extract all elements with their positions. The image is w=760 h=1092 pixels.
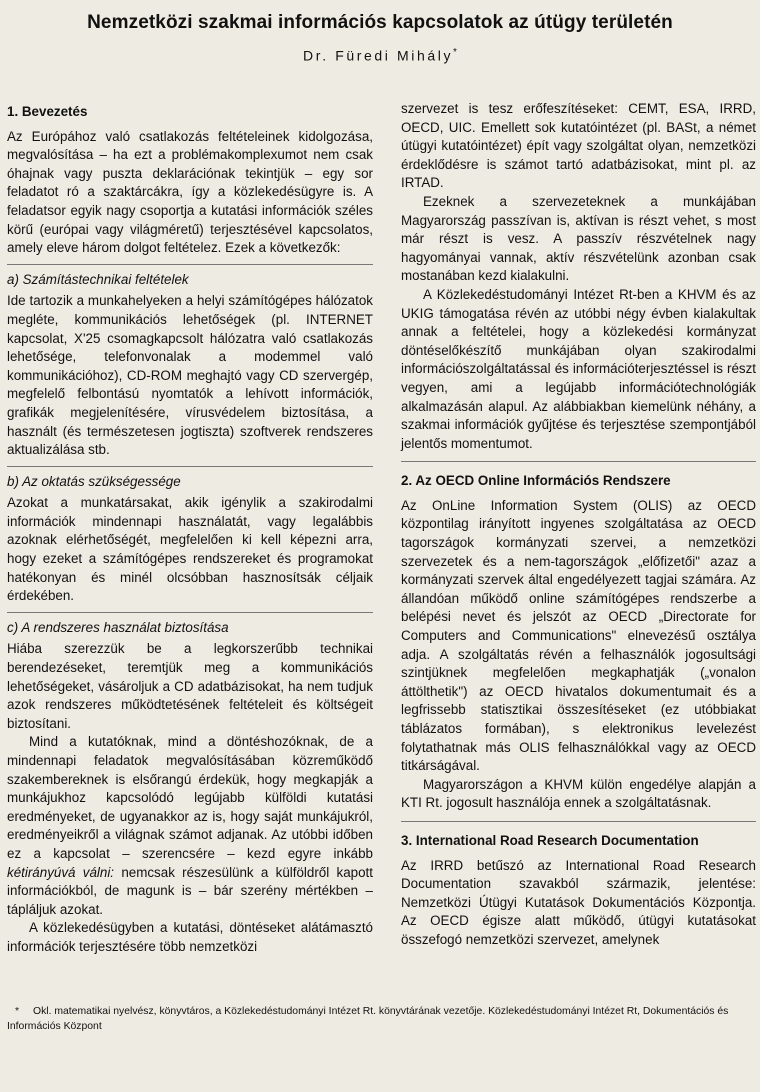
author-line (0, 47, 760, 64)
divider (401, 461, 756, 462)
divider (401, 821, 756, 822)
subsection-b-paragraph: Azokat a munkatársakat, akik igénylik a szakirodalmi információk mindennapi használatát, vagy legalábbis azoknak elérhetőségét, megfelelően ki kell képezni arra, hogy ezeket a számítógépes rendszereket és programokat hatékonyan és minél olcsóbban hasznosítsák céljaik érdekében. (7, 495, 373, 604)
section-2-paragraph-1: Az OnLine Information System (OLIS) az OECD központilag irányított ingyenes szolgáltatása az OECD tagországok kormányzati szervei, a nemzetközi szervezetek és a nem-tagországok „előfizetői" azaz a kormányzati szervek által engedélyezett tagjai számára. Az állandóan működő online számítógépes rendszerbe a belépési nevet és jelszót az OECD „Directorate for Computers and Communications" elnevezésű osztálya adja. A szolgáltatás révén a felhasználók jogosultsági szintjüknek megfelelően megkaphatják („vonalon áttölthetik") az OECD hivatalos dokumentumait és a legfrissebb statisztikai összesítéseket (ez utóbbiakat táblázatos formában), s elektronikus levelezést folytathatnak más OLIS felhasználókkal vagy az OECD titkárságával. (401, 497, 756, 774)
section-1-heading: 1. Bevezetés (7, 104, 88, 119)
subsection-a-paragraph: Ide tartozik a munkahelyeken a helyi számítógépes hálózatok megléte, kommunikációs lehetőségek (pl. INTERNET kapcsolat, X'25 csomagkapcsolt hálózatra való csatlakozás lehetősége, telefonvonalak a modemmel való kommunikációhoz), CD-ROM meghajtó vagy CD szervergép, megfelelő felbontású nyomtatók a lehívott információk, grafikák megjelenítésére, vírusvédelem biztosítása, a használt (és természetesen jogtiszta) szoftverek rendszeres aktualizálása stb. (7, 293, 373, 458)
section-1-paragraph: Az Európához való csatlakozás feltételeinek kidolgozása, megvalósítása – ha ezt a problémakomplexumot nem csak óhajnak vagy puszta deklarációnak tekintjük – egy sor feladatot ró a szaktárcákra, így a közlekedésügyre is. A feladatsor egyik nagy csoportja a kutatási információk széles körű (európai vagy világméretű) terjesztésével kapcsolatos, amely eleve három dolgot feltételez. Ezek a következők: (7, 128, 373, 256)
subsection-c-heading: c) A rendszeres használat biztosítása (7, 619, 229, 635)
right-paragraph-1: szervezet is tesz erőfeszítéseket: CEMT, ESA, IRRD, OECD, UIC. Emellett sok kutatóintézet (pl. BASt, a német útügyi kutatóintézet) épít vagy szolgáltat olyan, nemzetközi érdeklődésre is számot tartó adatbázisokat, mint pl. az IRTAD. (401, 101, 756, 191)
left-column (7, 103, 373, 957)
emphasis-text: kétirányúvá válni: (7, 864, 115, 880)
paper-title: Nemzetközi szakmai információs kapcsolatok az útügy területén (87, 12, 673, 33)
divider (7, 466, 373, 467)
section-3-paragraph-1: Az IRRD betűszó az International Road Research Documentation szavakból származik, jelentése: Nemzetközi Útügyi Kutatások Dokumentációs Központja. Az OECD égisze alatt működő, útügyi kutatásokat összefogó nemzetközi szervezet, amelynek (401, 857, 756, 947)
section-2-paragraph-2: Magyarországon a KHVM külön engedélye alapján a KTI Rt. jogosult használója ennek a szolgáltatásnak. (401, 776, 756, 811)
right-column (401, 100, 756, 950)
divider (7, 264, 373, 265)
paragraph-text: nemcsak részesülünk a külföldről kapott információkból, de magunk is – bár szerény mértékben – tápláljuk azokat. (7, 864, 373, 917)
divider (7, 612, 373, 613)
paragraph-text: Mind a kutatóknak, mind a döntéshozóknak, de a mindennapi feladatok megvalósításában közreműködő szakembereknek is elsőrangú érdekük, hogy megkapják a munkájukhoz kapcsolódó legújabb külföldi kutatási eredményeket, de ugyanakkor az is, hogy saját munkájukról, eredményeikről a világnak számot adjanak. Az utóbbi időben ez a kapcsolat – szerencsére – kezd egyre inkább (7, 734, 373, 861)
footnote-text: Okl. matematikai nyelvész, könyvtáros, a Közlekedéstudományi Intézet Rt. könyvtárának vezetője. Közlekedéstudományi Intézet Rt, Dokumentációs és Információs Központ (7, 1006, 729, 1032)
footnote-mark: * (15, 1006, 20, 1017)
subsection-c-paragraph-3: A közlekedésügyben a kutatási, döntéseket alátámasztó információk terjesztésére több nemzetközi (7, 920, 373, 954)
footnote (7, 1004, 755, 1034)
subsection-c-paragraph-2 (7, 733, 373, 919)
section-2-heading: 2. Az OECD Online Információs Rendszere (401, 473, 671, 489)
right-paragraph-2: Ezeknek a szervezeteknek a munkájában Magyarország passzívan is, aktívan is részt vehet, s most már részt is vesz. A passzív részvételnek nagy hagyományai vannak, aktív részvételünk azonban csak mostanában kezd kialakulni. (401, 193, 756, 284)
author-name: Dr. Füredi Mihály (303, 47, 454, 64)
subsection-b-heading: b) Az oktatás szükségessége (7, 473, 181, 489)
section-3-heading: 3. International Road Research Documentation (401, 832, 699, 848)
subsection-a-heading: a) Számítástechnikai feltételek (7, 271, 189, 287)
subsection-c-paragraph-1: Hiába szerezzük be a legkorszerűbb technikai berendezéseket, teremtjük meg a kommunikációs lehetőségeket, vásároljuk a CD adatbázisokat, ha nem tudjuk azok rendszeres működtetésének feltételeit és költségeit biztosítani. (7, 641, 373, 731)
right-paragraph-3: A Közlekedéstudományi Intézet Rt-ben a KHVM és az UKIG támogatása révén az utóbbi négy évben kialakultak annak a feltételei, hogy a közlekedési kormányzat döntéselőkészítő munkájában olyan szakirodalmi információszolgáltatással és információterjesztéssel is részt vegyen, ami a legújabb információtechnológiák alkalmazásán alapul. Az alábbiakban kiemelünk néhány, a szakmai információk gyűjtése és terjesztése szempontjából jelentős momentumot. (401, 286, 756, 451)
author-footnote-mark: * (453, 47, 457, 58)
